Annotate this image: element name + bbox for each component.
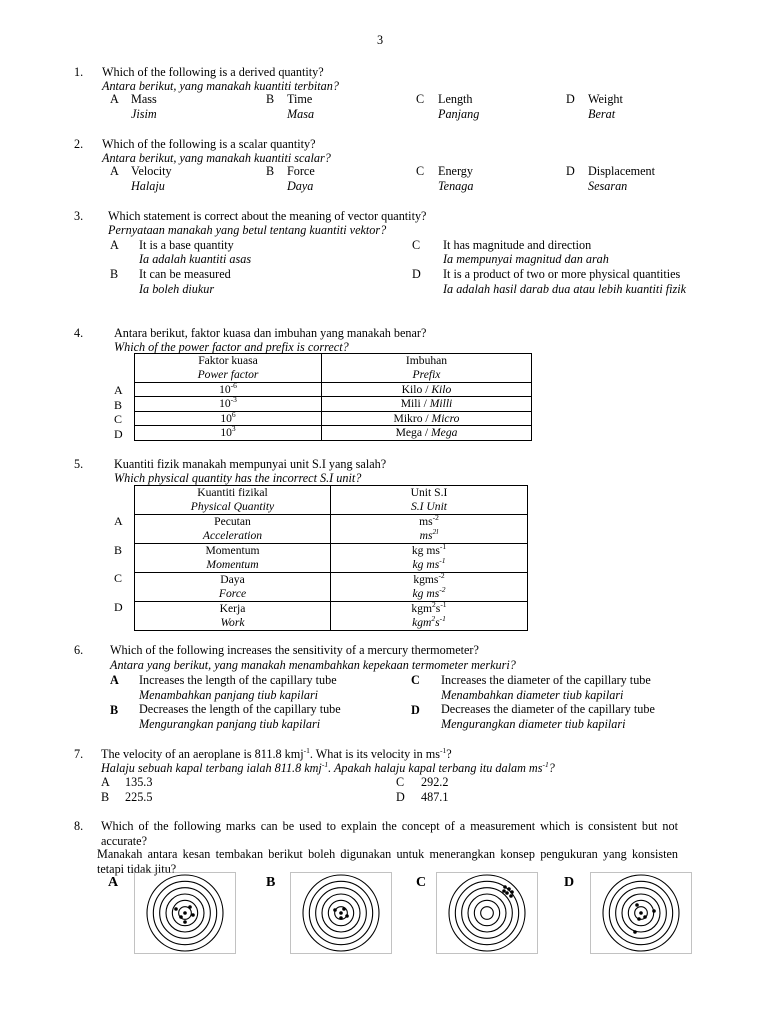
q2-option-letter: B <box>266 164 275 178</box>
q1-option-en: Mass <box>131 92 157 106</box>
q3-number: 3. <box>74 209 84 223</box>
q3-option-letter: A <box>110 238 119 252</box>
q2-option-ms: Daya <box>287 179 314 193</box>
q3-option-ms: Ia boleh diukur <box>139 282 215 296</box>
q5-quantity-cell: Pecutan Acceleration <box>135 515 331 544</box>
q4-number: 4. <box>74 326 84 340</box>
q4-row-letter: D <box>114 427 123 441</box>
q7-option-letter: A <box>101 775 110 789</box>
q2-option-ms: Tenaga <box>438 179 474 193</box>
shot-mark <box>339 911 343 915</box>
target-ring <box>481 907 494 920</box>
q2-number: 2. <box>74 137 84 151</box>
q8-option-letter: A <box>108 875 119 890</box>
q4-power-cell: $10^{-3}$ <box>135 397 322 411</box>
q6-option-en: Increases the length of the capillary tube <box>139 673 337 687</box>
shot-mark <box>509 894 513 898</box>
q4-prefix-cell: Mikro / Micro <box>322 411 532 425</box>
q1-option-en: Length <box>438 92 473 106</box>
q2-option-letter: C <box>416 164 425 178</box>
q5-header-unit: Unit S.I S.I Unit <box>331 486 528 515</box>
q6-option-letter: C <box>411 673 420 687</box>
shot-mark <box>505 891 509 895</box>
target-a <box>134 872 236 954</box>
q6-option-en: Increases the diameter of the capillary tube <box>441 673 651 687</box>
shot-mark <box>637 917 641 921</box>
shot-mark <box>507 887 511 891</box>
q3-option-en: It has magnitude and direction <box>443 238 592 252</box>
q4-col2-ms: Imbuhan <box>405 354 448 367</box>
table-row <box>135 602 528 631</box>
shot-mark <box>342 907 346 911</box>
q1-text-ms: Antara berikut, yang manakah kuantiti terbitan? <box>102 79 339 93</box>
target-ring <box>449 875 525 951</box>
table-row <box>135 544 528 573</box>
q6-option-letter: A <box>110 673 119 687</box>
shot-mark <box>174 907 178 911</box>
q8-option-letter: D <box>564 875 575 890</box>
q5-unit-cell: kgms$^{-2}$ kg $ms^{-2}$ <box>331 573 528 602</box>
q3-option-ms: Ia adalah kuantiti asas <box>139 252 252 266</box>
q8-text-en: Which of the following marks can be used to explain the concept of a measurement which is consistent but not accurate? <box>101 819 678 848</box>
q3-option-letter: B <box>110 267 119 281</box>
table-row <box>135 411 532 425</box>
q7-option-value: 135.3 <box>125 775 153 789</box>
q3-text-en: Which statement is correct about the meaning of vector quantity? <box>108 209 427 223</box>
shot-mark <box>188 905 192 909</box>
q3-option-letter: C <box>412 238 421 252</box>
page-number: 3 <box>377 33 384 47</box>
shot-mark <box>179 915 183 919</box>
shot-mark <box>639 911 643 915</box>
q4-power-cell: $10^6$ <box>135 411 322 425</box>
q5-text-en: Which physical quantity has the incorrect S.I unit? <box>114 471 362 485</box>
shot-mark <box>345 914 349 918</box>
target-b <box>290 872 392 954</box>
table-row <box>135 515 528 544</box>
q5-unit-cell: kg $ms^{-1}$ kg $ms^{-1}$ <box>331 544 528 573</box>
q2-option-en: Force <box>287 164 315 178</box>
shot-mark <box>183 911 187 915</box>
q4-row-letter: C <box>114 412 123 426</box>
q1-option-ms: Panjang <box>438 107 480 121</box>
q3-option-ms: Ia mempunyai magnitud dan arah <box>443 252 609 266</box>
shot-mark <box>502 889 506 893</box>
q2-option-en: Energy <box>438 164 473 178</box>
q4-prefix-cell: Mili / Milli <box>322 397 532 411</box>
q6-option-ms: Mengurangkan diameter tiub kapilari <box>441 717 626 731</box>
q5-header-quantity: Kuantiti fizikal Physical Quantity <box>135 486 331 515</box>
shot-mark <box>652 909 656 913</box>
q4-header-prefix <box>322 354 532 383</box>
shot-mark <box>333 908 337 912</box>
q7-text-ms: Halaju sebuah kapal terbang ialah 811.8 kmj$^{-1}$. Apakah halaju kapal terbang itu dalam $ms^{-1}$? <box>101 760 555 775</box>
q1-option-letter: B <box>266 92 275 106</box>
q7-number: 7. <box>74 747 84 761</box>
q5-row-letter: B <box>114 543 123 557</box>
q1-option-ms: Berat <box>588 107 616 121</box>
table-row <box>135 397 532 411</box>
q3-option-en: It is a base quantity <box>139 238 234 252</box>
q1-option-ms: Jisim <box>131 107 157 121</box>
shot-mark <box>510 890 514 894</box>
q5-quantity-cell: Daya Force <box>135 573 331 602</box>
q5-row-letter: A <box>114 514 123 528</box>
q1-option-en: Time <box>287 92 313 106</box>
q3-text-ms: Pernyataan manakah yang betul tentang kuantiti vektor? <box>108 223 387 237</box>
target-ring <box>455 881 518 944</box>
q6-option-letter: B <box>110 703 119 717</box>
shot-mark <box>643 915 647 919</box>
q5-table <box>134 485 528 631</box>
q4-row-letter: B <box>114 398 123 412</box>
q3-option-letter: D <box>412 267 421 281</box>
q5-quantity-cell: Momentum Momentum <box>135 544 331 573</box>
q5-row-letter: C <box>114 571 123 585</box>
q6-number: 6. <box>74 643 84 657</box>
q7-text-en: The velocity of an aeroplane is 811.8 kmj$^{-1}$. What is its velocity in $ms^{-1}$? <box>101 746 452 761</box>
q3-option-en: It is a product of two or more physical quantities <box>443 267 681 281</box>
target-c <box>436 872 538 954</box>
q1-number: 1. <box>74 65 84 79</box>
q7-option-letter: B <box>101 790 110 804</box>
q4-table <box>134 353 532 441</box>
q2-option-ms: Halaju <box>131 179 165 193</box>
q2-option-letter: A <box>110 164 119 178</box>
q6-option-en: Decreases the length of the capillary tube <box>139 702 341 716</box>
q4-row-letter: A <box>114 383 123 397</box>
q4-text-ms: Antara berikut, faktor kuasa dan imbuhan yang manakah benar? <box>114 326 427 340</box>
q5-unit-cell: $ms^{-2}$ $ms^{2l}$ <box>331 515 528 544</box>
q8-option-letter: B <box>266 875 276 890</box>
shot-mark <box>339 916 343 920</box>
q5-row-letter: D <box>114 600 123 614</box>
q6-option-en: Decreases the diameter of the capillary tube <box>441 702 655 716</box>
shot-mark <box>633 930 637 934</box>
q2-option-en: Velocity <box>131 164 172 178</box>
q1-option-en: Weight <box>588 92 623 106</box>
q6-text-en: Which of the following increases the sensitivity of a mercury thermometer? <box>110 643 479 657</box>
q8-number: 8. <box>74 819 84 833</box>
target-d <box>590 872 692 954</box>
q1-option-letter: A <box>110 92 119 106</box>
q3-option-en: It can be measured <box>139 267 231 281</box>
q1-option-letter: D <box>566 92 575 106</box>
q5-number: 5. <box>74 457 84 471</box>
table-row <box>135 426 532 440</box>
shot-mark <box>183 920 187 924</box>
q4-prefix-cell: Mega / Mega <box>322 426 532 440</box>
q3-option-ms: Ia adalah hasil darab dua atau lebih kuantiti fizik <box>443 282 687 296</box>
q2-text-ms: Antara berikut, yang manakah kuantiti scalar? <box>102 151 331 165</box>
q2-option-en: Displacement <box>588 164 656 178</box>
q1-option-letter: C <box>416 92 425 106</box>
q5-quantity-cell: Kerja Work <box>135 602 331 631</box>
q2-text-en: Which of the following is a scalar quantity? <box>102 137 316 151</box>
q7-option-value: 225.5 <box>125 790 153 804</box>
q6-option-ms: Menambahkan diameter tiub kapilari <box>441 688 624 702</box>
q8-option-letter: C <box>416 875 427 890</box>
q1-text-en: Which of the following is a derived quantity? <box>102 65 324 79</box>
target-frame <box>437 873 538 954</box>
shot-mark <box>191 913 195 917</box>
q4-prefix-cell: Kilo / Kilo <box>322 383 532 397</box>
q4-col1-en: Power factor <box>197 368 259 381</box>
q4-header-power <box>135 354 322 383</box>
table-row <box>135 383 532 397</box>
q6-option-letter: D <box>411 703 420 717</box>
target-ring <box>468 894 506 932</box>
q7-option-value: 292.2 <box>421 775 449 789</box>
q7-option-value: 487.1 <box>421 790 449 804</box>
q4-power-cell: $10^3$ <box>135 426 322 440</box>
q4-power-cell: $10^{-6}$ <box>135 383 322 397</box>
target-ring <box>474 900 499 925</box>
q7-option-letter: D <box>396 790 405 804</box>
q6-option-ms: Mengurangkan panjang tiub kapilari <box>139 717 321 731</box>
q2-option-ms: Sesaran <box>588 179 628 193</box>
shot-mark <box>635 903 639 907</box>
q5-text-ms: Kuantiti fizik manakah mempunyai unit S.I yang salah? <box>114 457 387 471</box>
q8-text-ms: Manakah antara kesan tembakan berikut boleh digunakan untuk menerangkan konsep pengukuran yang konsisten tetapi tidak jitu? <box>97 847 678 876</box>
q4-col2-en: Prefix <box>412 368 441 381</box>
target-ring <box>462 888 513 939</box>
q2-option-letter: D <box>566 164 575 178</box>
q5-unit-cell: $kgm^2s^{-1}$ $kgm^2s^{-1}$ <box>331 602 528 631</box>
q1-option-ms: Masa <box>287 107 315 121</box>
q6-option-ms: Menambahkan panjang tiub kapilari <box>139 688 319 702</box>
q6-text-ms: Antara yang berikut, yang manakah menambahkan kepekaan termometer merkuri? <box>110 658 516 672</box>
q4-col1-ms: Faktor kuasa <box>198 354 258 367</box>
table-row <box>135 573 528 602</box>
shot-mark <box>503 885 507 889</box>
q4-text-en: Which of the power factor and prefix is correct? <box>114 340 349 354</box>
q7-option-letter: C <box>396 775 405 789</box>
